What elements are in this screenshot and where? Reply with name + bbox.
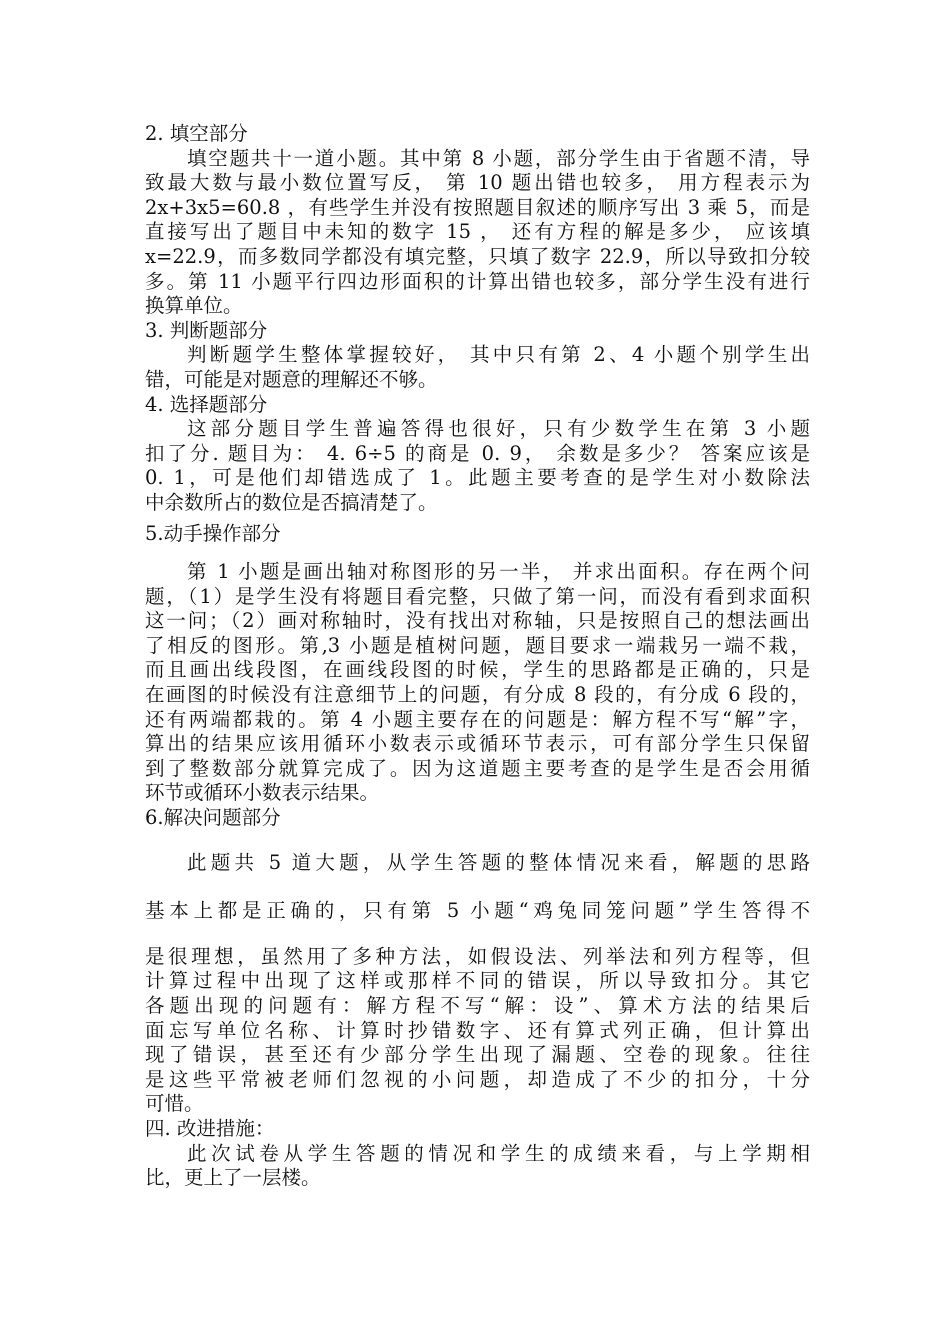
paragraph-line: 面忘写单位名称、计算时抄错数字、还有算式列正确，但计算出 bbox=[145, 1018, 810, 1042]
paragraph-line: 这部分题目学生普遍答得也很好，只有少数学生在第 3 小题 bbox=[187, 417, 810, 441]
paragraph-line: 基本上都是正确的，只有第 5 小题“鸡兔同笼问题”学生答得不 bbox=[145, 899, 810, 923]
document-page bbox=[145, 122, 810, 1191]
paragraph-line: 可惜。 bbox=[145, 1092, 204, 1116]
paragraph-line: 是这些平常被老师们忽视的小问题，却造成了不少的扣分，十分 bbox=[145, 1067, 810, 1091]
paragraph-line: 中余数所占的数位是否搞清楚了。 bbox=[145, 490, 438, 514]
paragraph-line: 算出的结果应该用循环小数表示或循环节表示，可有部分学生只保留 bbox=[145, 732, 810, 756]
paragraph-line: 错，可能是对题意的理解还不够。 bbox=[145, 367, 438, 391]
paragraph-line: 了相反的图形。第,3 小题是植树问题，题目要求一端栽另一端不栽， bbox=[145, 633, 810, 657]
paragraph-line: 直接写出了题目中未知的数字 15 ， 还有方程的解是多少， 应该填 bbox=[145, 220, 810, 244]
section-heading-hands-on: 5.动手操作部分 bbox=[145, 521, 281, 545]
paragraph-line: 还有两端都栽的。第 4 小题主要存在的问题是：解方程不写“解”字， bbox=[145, 707, 810, 731]
paragraph-line: 是很理想，虽然用了多种方法，如假设法、列举法和列方程等，但 bbox=[145, 944, 810, 968]
paragraph-line: 到了整数部分就算完成了。因为这道题主要考查的是学生是否会用循 bbox=[145, 756, 810, 780]
paragraph-line: 扣了分. 题目为： 4. 6÷5 的商是 0. 9， 余数是多少？ 答案应该是 bbox=[145, 441, 810, 465]
paragraph-line: 环节或循环小数表示结果。 bbox=[145, 781, 380, 805]
paragraph-line: 而且画出线段图，在画线段图的时候，学生的思路都是正确的，只是 bbox=[145, 658, 810, 682]
paragraph-line: 判断题学生整体掌握较好， 其中只有第 2、4 小题个别学生出 bbox=[187, 343, 810, 367]
paragraph-line: 换算单位。 bbox=[145, 294, 243, 318]
paragraph-line: 填空题共十一道小题。其中第 8 小题，部分学生由于省题不清，导 bbox=[187, 146, 810, 170]
paragraph-line: 第 1 小题是画出轴对称图形的另一半， 并求出面积。存在两个问 bbox=[187, 560, 810, 584]
paragraph-line: 各题出现的问题有：解方程不写“解：设”、算术方法的结果后 bbox=[145, 994, 810, 1017]
paragraph-line: 在画图的时候没有注意细节上的问题，有分成 8 段的，有分成 6 段的， bbox=[145, 683, 810, 707]
paragraph-line: 现了错误，甚至还有少部分学生出现了漏题、空卷的现象。往往 bbox=[145, 1043, 810, 1067]
section-heading-problem-solving: 6.解决问题部分 bbox=[145, 806, 281, 830]
paragraph-line: 多。第 11 小题平行四边形面积的计算出错也较多，部分学生没有进行 bbox=[145, 269, 810, 293]
paragraph-line: 2x+3x5=60.8 ，有些学生并没有按照题目叙述的顺序写出 3 乘 5，而是 bbox=[145, 195, 810, 219]
section-heading-true-false: 3. 判断题部分 bbox=[145, 318, 268, 342]
paragraph-line: 计算过程中出现了这样或那样不同的错误，所以导致扣分。其它 bbox=[145, 969, 810, 993]
paragraph-line: 这一问；（2）画对称轴时，没有找出对称轴，只是按照自己的想法画出 bbox=[145, 609, 810, 633]
paragraph-line: 此次试卷从学生答题的情况和学生的成绩来看，与上学期相 bbox=[187, 1141, 810, 1165]
section-heading-fill-blank: 2. 填空部分 bbox=[145, 122, 248, 145]
section-heading-improvement: 四. 改进措施： bbox=[145, 1116, 275, 1140]
paragraph-line: 比，更上了一层楼。 bbox=[145, 1166, 321, 1190]
paragraph-line: 题，（1）是学生没有将题目看完整，只做了第一问，而没有看到求面积 bbox=[145, 584, 810, 608]
section-heading-choice: 4. 选择题部分 bbox=[145, 392, 268, 416]
paragraph-line: 此题共 5 道大题，从学生答题的整体情况来看，解题的思路 bbox=[187, 850, 810, 874]
paragraph-line: 致最大数与最小数位置写反， 第 10 题出错也较多， 用方程表示为 bbox=[145, 171, 810, 195]
paragraph-line: x=22.9，而多数同学都没有填完整，只填了数字 22.9，所以导致扣分较 bbox=[145, 244, 810, 268]
paragraph-line: 0. 1，可是他们却错选成了 1。此题主要考查的是学生对小数除法 bbox=[145, 466, 810, 490]
